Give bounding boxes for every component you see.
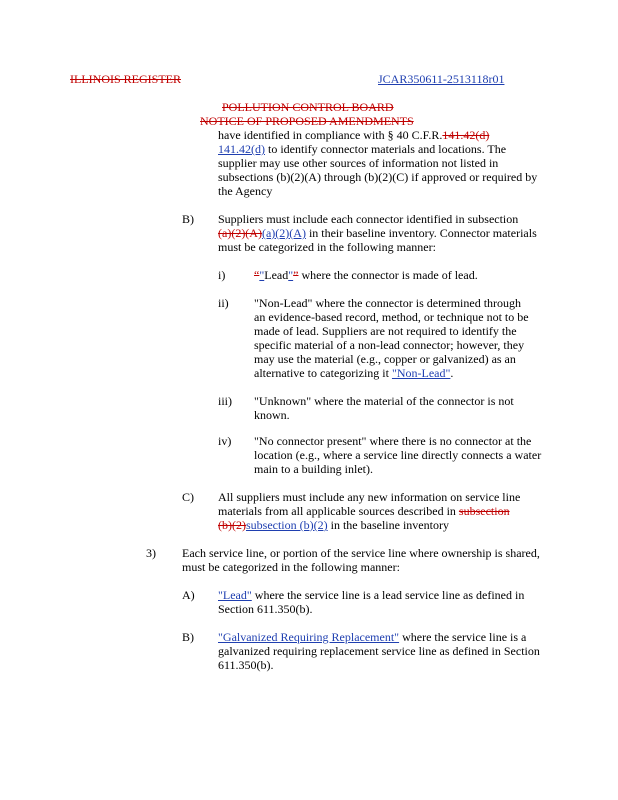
item-3b-line-1: where the service line is a [399,630,527,644]
item-c-line-2: materials from all applicable sources described in [218,504,459,518]
sub-iv-line-3: main to a building inlet). [254,462,373,476]
lead-term: "Lead" [218,588,252,602]
lead-word: Lead [264,268,289,282]
intro-line-5: the Agency [218,184,273,198]
inserted-subsection: subsection (b)(2) [245,518,328,532]
sub-i-label: i) [218,268,226,282]
galvanized-term: "Galvanized Requiring Replacement" [218,630,400,644]
item-3b-line-2: galvanized requiring replacement service line as defined in Section [218,644,540,658]
sub-ii-line-1: where the connector is determined through [312,296,522,310]
sub-ii-line-3: made of lead. Suppliers are not required to identify the [254,324,517,338]
inserted-subsection-ref: (a)(2)(A) [261,226,306,240]
register-title: ILLINOIS REGISTER [70,72,181,86]
item-c-label: C) [182,490,194,504]
item-b-label: B) [182,212,194,226]
sub-iii-line-1: where the material of the connector is not [311,394,514,408]
item-3a-line-1: where the service line is a lead service line as defined in [251,588,525,602]
intro-line-1: have identified in compliance with § 40 C.F.R. [218,128,443,142]
item-b-line-2: in their baseline inventory. Connector materials [305,226,537,240]
sub-i-text: where the connector is made of lead. [298,268,478,282]
sub-iv-line-1: where there is no connector at the [366,434,532,448]
item-3b-label: B) [182,630,194,644]
inserted-quote-close: " [288,268,294,282]
sub-iv-label: iv) [218,434,232,448]
non-lead-term-2: "Non-Lead" [391,366,451,380]
jcar-code [378,72,504,87]
deleted-subsection-ref: (a)(2)(A) [218,226,262,240]
deleted-subsection-num: (b)(2) [218,518,246,532]
inserted-cfr-ref: 141.42(d) [218,142,265,156]
sub-ii-label: ii) [218,296,229,310]
deleted-cfr-ref: 141.42(d) [442,128,490,142]
intro-line-4: subsections (b)(2)(A) through (b)(2)(C) if approved or required by [218,170,538,184]
board-name: POLLUTION CONTROL BOARD [222,100,394,114]
non-lead-term: "Non-Lead" [254,296,313,310]
item-3a-label: A) [182,588,195,602]
deleted-subsection-word: subsection [458,504,510,518]
sub-ii-line-6: alternative to categorizing it [254,366,392,380]
intro-line-3: supplier may use other sources of information not listed in [218,156,499,170]
item-3-line-2: must be categorized in the following manner: [182,560,400,574]
sub-iii-label: iii) [218,394,232,408]
item-3b-line-3: 611.350(b). [218,658,274,672]
no-connector-term: "No connector present" [254,434,367,448]
sub-ii-period: . [450,366,454,380]
deleted-quote-close: ” [293,268,299,282]
item-3-line-1: Each service line, or portion of the service line where ownership is shared, [182,546,540,560]
sub-ii-line-4: specific material of a non-lead connector; however, they [254,338,525,352]
item-b-line-3: must be categorized in the following manner: [218,240,436,254]
sub-ii-line-5: may use the material (e.g., copper or galvanized) as an [254,352,516,366]
item-3a-line-2: Section 611.350(b). [218,602,313,616]
sub-iv-line-2: location (e.g., where a service line directly connects a water [254,448,542,462]
unknown-term: "Unknown" [254,394,312,408]
deleted-quote: “ [254,268,260,282]
item-3-label: 3) [146,546,156,560]
jcar-code-main: JCAR350611-2513118 [378,72,489,86]
item-c-line-1: All suppliers must include any new information on service line [218,490,521,504]
item-c-line-3: in the baseline inventory [327,518,449,532]
sub-ii-line-2: an evidence-based record, method, or technique not to be [254,310,529,324]
jcar-code-insert: r [488,72,493,86]
notice-title: NOTICE OF PROPOSED AMENDMENTS [200,114,414,128]
inserted-quote: " [259,268,265,282]
jcar-code-suffix: 01 [492,72,505,86]
sub-iii-line-2: known. [254,408,290,422]
intro-line-2: to identify connector materials and locations. The [265,142,507,156]
item-b-line-1: Suppliers must include each connector identified in subsection [218,212,519,226]
